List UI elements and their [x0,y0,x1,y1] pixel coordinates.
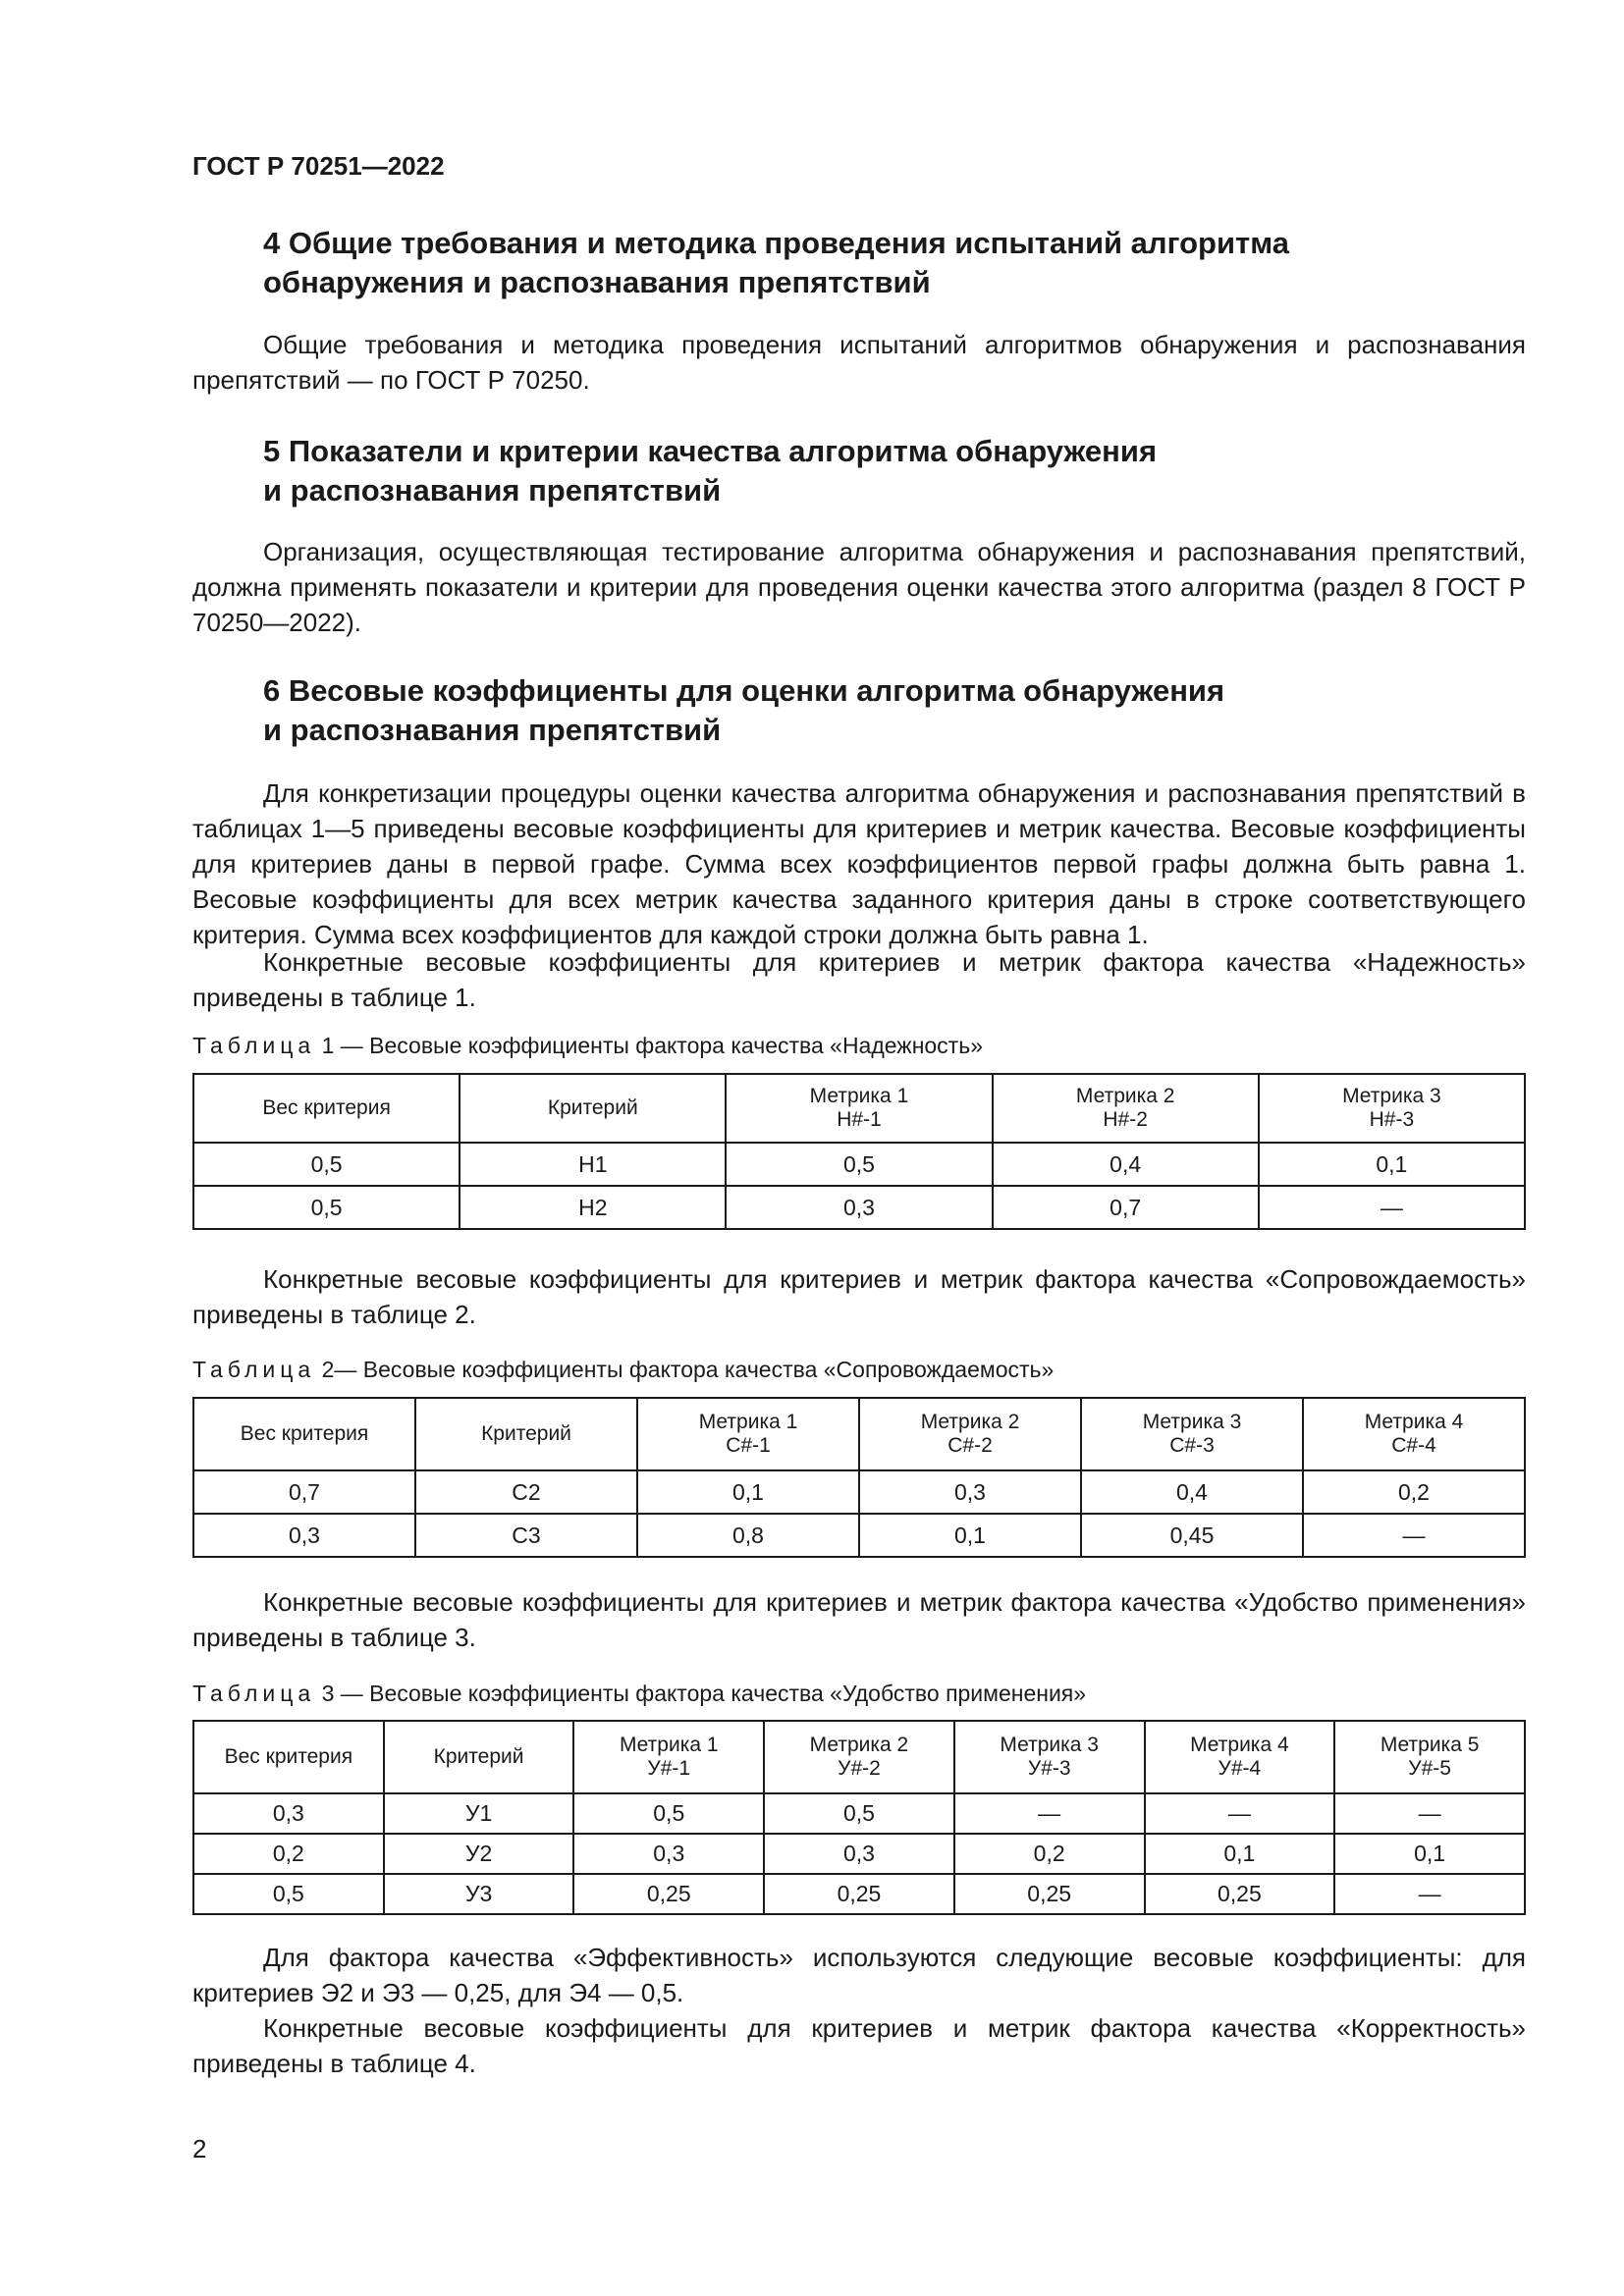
section-6-paragraph-2: Конкретные весовые коэффициенты для критериев и метрик фактора качества «Надежность» приведены в таблице 1. [192,947,1526,1012]
table-cell: 0,45 [1081,1514,1303,1557]
table-cell: Н2 [460,1186,726,1229]
table-cell: — [1334,1874,1525,1914]
table-cell: 0,1 [637,1470,859,1514]
correctness-paragraph: Конкретные весовые коэффициенты для критериев и метрик фактора качества «Корректность» приведены в таблице 4. [192,2013,1526,2078]
table-2 [192,1397,1526,1558]
table-header-row [193,1398,1525,1470]
caption-word: Таблица [192,1033,316,1058]
section-title-line: обнаружения и распознавания препятствий [263,265,931,299]
table-cell: — [1259,1186,1525,1229]
header-cell: Метрика 1 Н#-1 [726,1074,992,1143]
table-1-caption [192,1033,983,1059]
table-cell: С2 [415,1470,637,1514]
section-5-title [263,432,1520,510]
table-cell: 0,25 [573,1874,764,1914]
section-title-line: и распознавания препятствий [263,713,722,747]
header-cell: Метрика 5 У#-5 [1334,1721,1525,1793]
table-header-row [193,1721,1525,1793]
table-cell: 0,5 [193,1874,384,1914]
table-cell: 0,3 [193,1514,415,1557]
table-cell: 0,5 [573,1793,764,1834]
table-cell: У3 [384,1874,574,1914]
section-title-line: 6 Весовые коэффициенты для оценки алгоритма обнаружения [263,673,1225,708]
table-cell: У2 [384,1834,574,1874]
table-cell: 0,3 [764,1834,954,1874]
section-4-paragraph: Общие требования и методика проведения испытаний алгоритмов обнаружения и распознавания препятствий — по ГОСТ Р 70250. [192,330,1526,395]
table-cell: 0,5 [726,1143,992,1186]
table-cell: 0,1 [1334,1834,1525,1874]
table-cell: 0,7 [993,1186,1259,1229]
header-cell: Вес критерия [193,1398,415,1470]
header-cell: Метрика 1 С#-1 [637,1398,859,1470]
table-1 [192,1073,1526,1230]
table-header-row [193,1074,1525,1143]
header-cell: Метрика 2 У#-2 [764,1721,954,1793]
caption-text: 3 — Весовые коэффициенты фактора качества «Удобство применения» [315,1681,1087,1706]
efficiency-paragraph: Для фактора качества «Эффективность» используются следующие весовые коэффициенты: для критериев Э2 и Э3 — 0,25, для Э4 — 0,5. [192,1943,1526,2007]
page-number: 2 [192,2134,207,2163]
table-2-caption [192,1357,1054,1383]
table-cell: 0,5 [193,1143,460,1186]
table-cell: 0,25 [764,1874,954,1914]
table-cell: 0,8 [637,1514,859,1557]
table-row [193,1514,1525,1557]
table-cell: 0,2 [193,1834,384,1874]
table-cell: 0,3 [726,1186,992,1229]
header-cell: Критерий [415,1398,637,1470]
table-cell: У1 [384,1793,574,1834]
header-cell: Метрика 4 С#-4 [1303,1398,1525,1470]
table-3-intro: Конкретные весовые коэффициенты для критериев и метрик фактора качества «Удобство применения» приведены в таблице 3. [192,1587,1526,1652]
caption-text: 2— Весовые коэффициенты фактора качества «Сопровождаемость» [315,1357,1055,1382]
table-3 [192,1720,1526,1915]
table-cell: — [954,1793,1145,1834]
section-title-line: 4 Общие требования и методика проведения испытаний алгоритма [263,226,1289,260]
table-cell: 0,1 [859,1514,1081,1557]
table-cell: 0,3 [859,1470,1081,1514]
header-cell: Метрика 3 С#-3 [1081,1398,1303,1470]
header-cell: Критерий [384,1721,574,1793]
table-2-intro: Конкретные весовые коэффициенты для критериев и метрик фактора качества «Сопровождаемость» приведены в таблице 2. [192,1264,1526,1329]
table-cell: 0,2 [954,1834,1145,1874]
table-cell: 0,3 [193,1793,384,1834]
table-cell: 0,3 [573,1834,764,1874]
header-cell: Метрика 3 Н#-3 [1259,1074,1525,1143]
header-cell: Метрика 3 У#-3 [954,1721,1145,1793]
table-row [193,1834,1525,1874]
header-cell: Метрика 4 У#-4 [1145,1721,1335,1793]
table-cell: Н1 [460,1143,726,1186]
header-cell: Метрика 2 С#-2 [859,1398,1081,1470]
table-row [193,1793,1525,1834]
header-cell: Вес критерия [193,1074,460,1143]
table-cell: — [1303,1514,1525,1557]
section-6-paragraph-1: Для конкретизации процедуры оценки качества алгоритма обнаружения и распознавания препятствий в таблицах 1—5 приведены весовые коэффициенты для критериев и метрик качества. Весовые коэффициенты для критериев даны в первой графе. Сумма всех коэффициентов первой графы должна быть равна 1. Весовые коэффициенты для всех метрик качества заданного критерия даны в строке соответствующего критерия. Сумма всех коэффициентов для каждой строки должна быть равна 1. [192,778,1526,949]
table-cell: 0,4 [993,1143,1259,1186]
table-row [193,1143,1525,1186]
table-3-caption [192,1681,1086,1707]
caption-word: Таблица [192,1357,316,1382]
header-cell: Метрика 1 У#-1 [573,1721,764,1793]
section-title-line: и распознавания препятствий [263,473,722,507]
table-cell: 0,2 [1303,1470,1525,1514]
table-cell: 0,5 [764,1793,954,1834]
table-row [193,1874,1525,1914]
header-cell: Метрика 2 Н#-2 [993,1074,1259,1143]
section-title-line: 5 Показатели и критерии качества алгоритма обнаружения [263,434,1158,468]
caption-text: 1 — Весовые коэффициенты фактора качества «Надежность» [315,1033,983,1058]
table-cell: — [1145,1793,1335,1834]
section-5-paragraph: Организация, осуществляющая тестирование алгоритма обнаружения и распознавания препятствий, должна применять показатели и критерии для проведения оценки качества этого алгоритма (раздел 8 ГОСТ Р 70250—2022). [192,537,1526,637]
table-cell: 0,25 [954,1874,1145,1914]
table-cell: — [1334,1793,1525,1834]
table-cell: 0,4 [1081,1470,1303,1514]
table-cell: 0,1 [1145,1834,1335,1874]
header-cell: Критерий [460,1074,726,1143]
table-cell: 0,5 [193,1186,460,1229]
section-6-title [263,671,1520,750]
table-row [193,1470,1525,1514]
table-cell: 0,1 [1259,1143,1525,1186]
table-cell: 0,7 [193,1470,415,1514]
section-4-title [263,224,1520,302]
table-cell: 0,25 [1145,1874,1335,1914]
table-cell: С3 [415,1514,637,1557]
caption-word: Таблица [192,1681,316,1706]
table-row [193,1186,1525,1229]
header-cell: Вес критерия [193,1721,384,1793]
document-id-header: ГОСТ Р 70251—2022 [192,151,445,181]
